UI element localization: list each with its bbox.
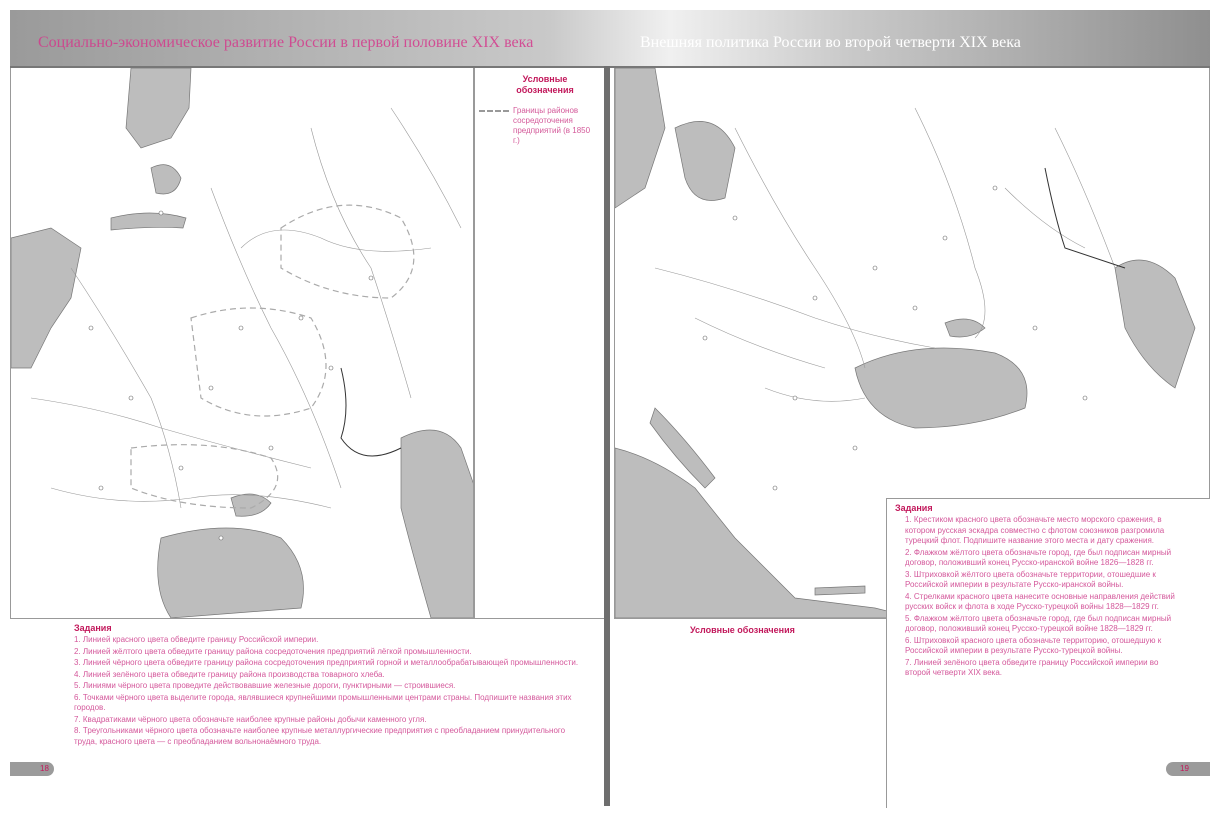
- left-legend-panel: [474, 68, 604, 618]
- right-tasks-panel: [886, 498, 1210, 808]
- gulf-of-finland: [111, 213, 186, 230]
- task-item: 5. Флажком жёлтого цвета обозначьте город, где был подписан мирный договор, положивший конец Русско-турецкой войне 1828—1829 гг.: [905, 613, 1172, 633]
- right-legend-title: Условные обозначения: [690, 625, 795, 635]
- right-map-river-volga: [1045, 168, 1125, 268]
- caspian-sea: [401, 430, 474, 618]
- task-item: 6. Штриховкой красного цвета обозначьте территорию, отошедшую к Российской империи в результате Русско-турецкой войны.: [905, 635, 1162, 655]
- task-item: 3. Штриховкой жёлтого цвета обозначьте территории, отошедшие к Российской империи в результате Русско-иранской войны.: [905, 569, 1156, 589]
- left-tasks-panel: [10, 618, 604, 808]
- task-item: 2. Флажком жёлтого цвета обозначьте город, где был подписан мирный договор, положивший конец Русско-иранской войне 1826—1828 гг.: [905, 547, 1172, 567]
- lake-ladoga: [151, 165, 181, 194]
- left-map-rivers: [31, 108, 461, 508]
- baltic-sea: [675, 121, 735, 200]
- black-sea: [855, 348, 1027, 428]
- crete: [815, 586, 865, 595]
- left-contour-map: [10, 68, 474, 618]
- task-item: 2. Линией жёлтого цвета обведите границу района сосредоточения предприятий лёгкой промышленности.: [74, 646, 472, 656]
- white-sea: [126, 68, 191, 148]
- left-map-cities: [89, 211, 373, 540]
- baltic-sea: [11, 228, 81, 368]
- task-item: 5. Линиями чёрного цвета проведите действовавшие железные дороги, пунктирными — строившиеся.: [74, 681, 456, 690]
- task-item: 6. Точками чёрного цвета выделите города, являвшиеся крупнейшими промышленными центрами страны. Подпишите названия этих городов.: [74, 692, 572, 712]
- sea-of-azov: [231, 494, 271, 516]
- task-item: 7. Квадратиками чёрного цвета обозначьте наиболее крупные районы добычи каменного угля.: [74, 714, 427, 724]
- right-legend-panel: [614, 618, 886, 808]
- task-item: 1. Крестиком красного цвета обозначьте место морского сражения, в котором русская эскадра совместно с флотом союзников разгромила турецкий флот. Подпишите название этого места и дату сражения.: [905, 515, 1165, 545]
- task-item: 1. Линией красного цвета обведите границу Российской империи.: [74, 635, 319, 644]
- right-tasks-title: Задания: [895, 503, 933, 513]
- mediterranean-sea: [615, 448, 915, 618]
- task-item: 4. Линией зелёного цвета обведите границу района производства товарного хлеба.: [74, 669, 385, 679]
- sea-of-azov: [945, 319, 985, 337]
- north-sea: [615, 68, 665, 208]
- left-map-river-volga: [341, 368, 401, 456]
- left-tasks-title: Задания: [74, 623, 112, 633]
- left-page-title: Социально-экономическое развитие России в первой половине XIX века: [38, 34, 534, 51]
- dashed-border-symbol: [479, 110, 509, 112]
- left-map-seas: [11, 68, 474, 618]
- task-item: 7. Линией зелёного цвета обведите границу Российской империи во второй четверти XIX века.: [905, 657, 1159, 677]
- right-task-list: [905, 515, 1185, 680]
- book-spine: [604, 66, 610, 806]
- caspian-sea: [1115, 260, 1195, 388]
- task-item: 8. Треугольниками чёрного цвета обозначьте наиболее крупные металлургические предприятия с преобладанием принудительного труда, красного цвета — с преобладанием вольнонаёмного труда.: [74, 726, 566, 746]
- page-header: [10, 10, 1210, 66]
- left-map-svg: [11, 68, 474, 618]
- left-page-number: 18: [10, 762, 54, 776]
- left-task-list: [74, 635, 584, 748]
- task-item: 4. Стрелками красного цвета нанесите основные направления действий русских войск и флота в ходе Русско-турецкой войны 1828—1829 гг.: [905, 591, 1175, 611]
- right-page-title: Внешняя политика России во второй четверти XIX века: [640, 34, 1021, 51]
- left-legend-title: Условные обозначения: [516, 74, 574, 95]
- left-legend-line-label: Границы районов сосредоточения предприятий (в 1850 г.): [513, 106, 591, 145]
- right-page-number: 19: [1166, 762, 1210, 776]
- task-item: 3. Линией чёрного цвета обведите границу района сосредоточения предприятий горной и металлообрабатывающей промышленности.: [74, 658, 579, 667]
- black-sea: [158, 528, 304, 618]
- right-map-cities: [703, 186, 1087, 490]
